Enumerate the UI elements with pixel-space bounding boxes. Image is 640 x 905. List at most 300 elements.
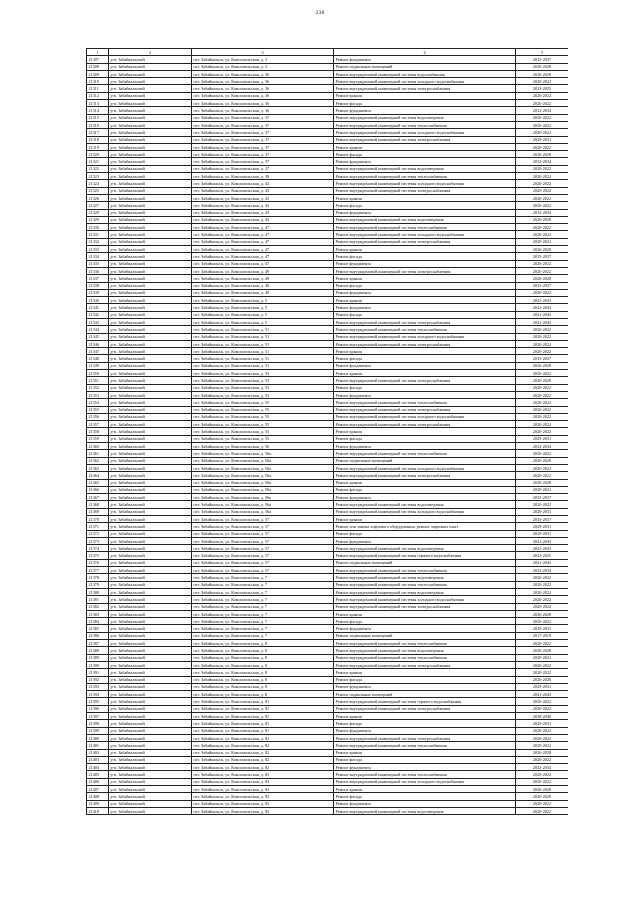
work-type-cell: Ремонт фасада bbox=[334, 486, 516, 493]
locality-cell: р-п. Забайкальский bbox=[109, 443, 192, 450]
period-cell: 2020-2022 bbox=[516, 231, 569, 238]
address-cell: пгт. Забайкальск, ул. Комсомольская, д. 5 bbox=[192, 304, 334, 311]
locality-cell: р-п. Забайкальский bbox=[109, 173, 192, 180]
work-type-cell: Ремонт внутридомовой инженерной системы электроснабжения bbox=[334, 85, 516, 92]
locality-cell: р-п. Забайкальский bbox=[109, 640, 192, 647]
address-cell: пгт. Забайкальск, ул. Комсомольская, д. 83 bbox=[192, 793, 334, 800]
row-number: 21395 bbox=[87, 698, 109, 705]
work-type-cell: Ремонт фундамента bbox=[334, 537, 516, 544]
address-cell: пгт. Забайкальск, ул. Комсомольская, д. 7 bbox=[192, 596, 334, 603]
period-cell: 2032-2034 bbox=[516, 209, 569, 216]
locality-cell: р-п. Забайкальский bbox=[109, 698, 192, 705]
address-cell: пгт. Забайкальск, ул. Комсомольская, д. 81 bbox=[192, 720, 334, 727]
period-cell: 2026-2028 bbox=[516, 676, 569, 683]
address-cell: пгт. Забайкальск, ул. Комсомольская, д. 36 bbox=[192, 92, 334, 99]
locality-cell: р-п. Забайкальский bbox=[109, 260, 192, 267]
work-type-cell: Ремонт внутридомовой инженерной системы электроснабжения bbox=[334, 340, 516, 347]
locality-cell: р-п. Забайкальский bbox=[109, 246, 192, 253]
period-cell: 2041-2043 bbox=[516, 691, 569, 698]
address-cell: пгт. Забайкальск, ул. Комсомольская, д. 3 bbox=[192, 63, 334, 70]
locality-cell: р-п. Забайкальский bbox=[109, 807, 192, 814]
work-type-cell: Ремонт внутридомовой инженерной системы водоснабжения bbox=[334, 70, 516, 77]
table-row bbox=[87, 807, 569, 814]
address-cell: пгт. Забайкальск, ул. Комсомольская, д. 55 bbox=[192, 428, 334, 435]
work-type-cell: Ремонт внутридомовой инженерной системы водоотведения bbox=[334, 647, 516, 654]
table-row bbox=[87, 399, 569, 406]
locality-cell: р-п. Забайкальский bbox=[109, 683, 192, 690]
table-row bbox=[87, 282, 569, 289]
work-type-cell: Ремонт крыши bbox=[334, 194, 516, 201]
work-type-cell: Ремонт фундамента bbox=[334, 209, 516, 216]
work-type-cell: Ремонт внутридомовой инженерной системы холодного водоснабжения bbox=[334, 596, 516, 603]
row-number: 21322 bbox=[87, 165, 109, 172]
row-number: 21397 bbox=[87, 713, 109, 720]
period-cell: 2020-2022 bbox=[516, 114, 569, 121]
locality-cell: р-п. Забайкальский bbox=[109, 632, 192, 639]
table-row bbox=[87, 734, 569, 741]
locality-cell: р-п. Забайкальский bbox=[109, 275, 192, 282]
period-cell: 2029-2031 bbox=[516, 136, 569, 143]
period-cell: 2026-2028 bbox=[516, 647, 569, 654]
column-header-3: 3 bbox=[192, 49, 334, 56]
period-cell: 2029-2031 bbox=[516, 720, 569, 727]
period-cell: 2020-2022 bbox=[516, 464, 569, 471]
table-row bbox=[87, 486, 569, 493]
row-number: 21374 bbox=[87, 545, 109, 552]
period-cell: 2041-2043 bbox=[516, 318, 569, 325]
address-cell: пгт. Забайкальск, ул. Комсомольская, д. 36 bbox=[192, 78, 334, 85]
work-type-cell: Ремонт фундамента bbox=[334, 683, 516, 690]
locality-cell: р-п. Забайкальский bbox=[109, 165, 192, 172]
row-number: 21356 bbox=[87, 413, 109, 420]
locality-cell: р-п. Забайкальский bbox=[109, 523, 192, 530]
row-number: 21375 bbox=[87, 552, 109, 559]
period-cell: 2017-2019 bbox=[516, 632, 569, 639]
address-cell: пгт. Забайкальск, ул. Комсомольская, д. 49 bbox=[192, 282, 334, 289]
page-number: 238 bbox=[315, 10, 325, 16]
locality-cell: р-п. Забайкальский bbox=[109, 771, 192, 778]
work-type-cell: Ремонт внутридомовой инженерной системы электроснабжения bbox=[334, 187, 516, 194]
address-cell: пгт. Забайкальск, ул. Комсомольская, д. 37 bbox=[192, 143, 334, 150]
table-row bbox=[87, 377, 569, 384]
row-number: 21309 bbox=[87, 70, 109, 77]
row-number: 21385 bbox=[87, 625, 109, 632]
locality-cell: р-п. Забайкальский bbox=[109, 713, 192, 720]
row-number: 21365 bbox=[87, 479, 109, 486]
row-number: 21358 bbox=[87, 428, 109, 435]
work-type-cell: Ремонт внутридомовой инженерной системы холодного водоснабжения bbox=[334, 231, 516, 238]
table-row bbox=[87, 559, 569, 566]
locality-cell: р-п. Забайкальский bbox=[109, 574, 192, 581]
row-number: 21377 bbox=[87, 567, 109, 574]
address-cell: пгт. Забайкальск, ул. Комсомольская, д. 81 bbox=[192, 727, 334, 734]
row-number: 21349 bbox=[87, 362, 109, 369]
period-cell: 2026-2028 bbox=[516, 377, 569, 384]
period-cell: 2020-2022 bbox=[516, 603, 569, 610]
row-number: 21390 bbox=[87, 661, 109, 668]
row-number: 21324 bbox=[87, 180, 109, 187]
period-cell: 2020-2022 bbox=[516, 450, 569, 457]
table-row bbox=[87, 640, 569, 647]
work-type-cell: Ремонт подвальных помещений bbox=[334, 691, 516, 698]
table-row bbox=[87, 246, 569, 253]
address-cell: пгт. Забайкальск, ул. Комсомольская, д. 47 bbox=[192, 253, 334, 260]
table-row bbox=[87, 756, 569, 763]
table-row bbox=[87, 603, 569, 610]
period-cell: 2032-2034 bbox=[516, 567, 569, 574]
period-cell: 2041-2043 bbox=[516, 304, 569, 311]
period-cell: 2032-2034 bbox=[516, 107, 569, 114]
locality-cell: р-п. Забайкальский bbox=[109, 669, 192, 676]
address-cell: пгт. Забайкальск, ул. Комсомольская, д. 37 bbox=[192, 165, 334, 172]
row-number: 21338 bbox=[87, 282, 109, 289]
period-cell: 2020-2022 bbox=[516, 289, 569, 296]
row-number: 21363 bbox=[87, 464, 109, 471]
work-type-cell: Ремонт фундамента bbox=[334, 727, 516, 734]
period-cell: 2026-2028 bbox=[516, 479, 569, 486]
period-cell: 2020-2022 bbox=[516, 428, 569, 435]
address-cell: пгт. Забайкальск, ул. Комсомольская, д. 57 bbox=[192, 537, 334, 544]
locality-cell: р-п. Забайкальский bbox=[109, 552, 192, 559]
address-cell: пгт. Забайкальск, ул. Комсомольская, д. 8 bbox=[192, 683, 334, 690]
period-cell: 2041-2043 bbox=[516, 545, 569, 552]
row-number: 21313 bbox=[87, 100, 109, 107]
table-row bbox=[87, 457, 569, 464]
period-cell: 2020-2022 bbox=[516, 771, 569, 778]
period-cell: 2038-2040 bbox=[516, 713, 569, 720]
row-number: 21328 bbox=[87, 209, 109, 216]
row-number: 21401 bbox=[87, 742, 109, 749]
table-row bbox=[87, 348, 569, 355]
period-cell: 2020-2022 bbox=[516, 399, 569, 406]
address-cell: пгт. Забайкальск, ул. Комсомольская, д. 36 bbox=[192, 85, 334, 92]
address-cell: пгт. Забайкальск, ул. Комсомольская, д. 53 bbox=[192, 377, 334, 384]
locality-cell: р-п. Забайкальский bbox=[109, 450, 192, 457]
address-cell: пгт. Забайкальск, ул. Комсомольская, д. 37 bbox=[192, 151, 334, 158]
row-number: 21410 bbox=[87, 807, 109, 814]
locality-cell: р-п. Забайкальский bbox=[109, 494, 192, 501]
work-type-cell: Ремонт внутридомовой инженерной системы теплоснабжения bbox=[334, 654, 516, 661]
locality-cell: р-п. Забайкальский bbox=[109, 202, 192, 209]
table-row bbox=[87, 187, 569, 194]
work-type-cell: Ремонт внутридомовой инженерной системы электроснабжения bbox=[334, 406, 516, 413]
row-number: 21373 bbox=[87, 537, 109, 544]
locality-cell: р-п. Забайкальский bbox=[109, 143, 192, 150]
address-cell: пгт. Забайкальск, ул. Комсомольская, д. 57 bbox=[192, 523, 334, 530]
row-number: 21360 bbox=[87, 443, 109, 450]
work-type-cell: Ремонт внутридомовой инженерной системы электроснабжения bbox=[334, 421, 516, 428]
row-number: 21407 bbox=[87, 785, 109, 792]
locality-cell: р-п. Забайкальский bbox=[109, 545, 192, 552]
row-number: 21344 bbox=[87, 326, 109, 333]
locality-cell: р-п. Забайкальский bbox=[109, 756, 192, 763]
work-type-cell: Ремонт внутридомовой инженерной системы водоотведения bbox=[334, 545, 516, 552]
table-row bbox=[87, 764, 569, 771]
address-cell: пгт. Забайкальск, ул. Комсомольская, д. 3 bbox=[192, 56, 334, 63]
repair-schedule-table bbox=[86, 48, 568, 815]
row-number: 21353 bbox=[87, 391, 109, 398]
locality-cell: р-п. Забайкальский bbox=[109, 428, 192, 435]
table-row bbox=[87, 158, 569, 165]
table-row bbox=[87, 326, 569, 333]
row-number: 21391 bbox=[87, 669, 109, 676]
work-type-cell: Ремонт крыши bbox=[334, 370, 516, 377]
table-row bbox=[87, 406, 569, 413]
address-cell: пгт. Забайкальск, ул. Комсомольская, д. 51 bbox=[192, 355, 334, 362]
locality-cell: р-п. Забайкальский bbox=[109, 63, 192, 70]
table-row bbox=[87, 92, 569, 99]
table-row bbox=[87, 180, 569, 187]
work-type-cell: Ремонт фасада bbox=[334, 282, 516, 289]
work-type-cell: Ремонт крыши bbox=[334, 713, 516, 720]
period-cell: 2020-2022 bbox=[516, 778, 569, 785]
locality-cell: р-п. Забайкальский bbox=[109, 136, 192, 143]
period-cell: 2026-2028 bbox=[516, 216, 569, 223]
table-row bbox=[87, 100, 569, 107]
table-row bbox=[87, 304, 569, 311]
address-cell: пгт. Забайкальск, ул. Комсомольская, д. 55 bbox=[192, 435, 334, 442]
table-row bbox=[87, 333, 569, 340]
row-number: 21376 bbox=[87, 559, 109, 566]
table-row bbox=[87, 231, 569, 238]
address-cell: пгт. Забайкальск, ул. Комсомольская, д. 51 bbox=[192, 326, 334, 333]
table-row bbox=[87, 136, 569, 143]
table-row bbox=[87, 129, 569, 136]
locality-cell: р-п. Забайкальский bbox=[109, 216, 192, 223]
table-row bbox=[87, 209, 569, 216]
locality-cell: р-п. Забайкальский bbox=[109, 304, 192, 311]
locality-cell: р-п. Забайкальский bbox=[109, 311, 192, 318]
table-row bbox=[87, 669, 569, 676]
period-cell: 2026-2028 bbox=[516, 70, 569, 77]
address-cell: пгт. Забайкальск, ул. Комсомольская, д. 57 bbox=[192, 516, 334, 523]
address-cell: пгт. Забайкальск, ул. Комсомольская, д. 47 bbox=[192, 238, 334, 245]
address-cell: пгт. Забайкальск, ул. Комсомольская, д. 8 bbox=[192, 676, 334, 683]
period-cell: 2029-2031 bbox=[516, 625, 569, 632]
address-cell: пгт. Забайкальск, ул. Комсомольская, д. 53 bbox=[192, 370, 334, 377]
locality-cell: р-п. Забайкальский bbox=[109, 764, 192, 771]
row-number: 21315 bbox=[87, 114, 109, 121]
table-row bbox=[87, 537, 569, 544]
address-cell: пгт. Забайкальск, ул. Комсомольская, д. 56а bbox=[192, 508, 334, 515]
locality-cell: р-п. Забайкальский bbox=[109, 691, 192, 698]
table-row bbox=[87, 508, 569, 515]
work-type-cell: Ремонт фундамента bbox=[334, 158, 516, 165]
table-row bbox=[87, 70, 569, 77]
locality-cell: р-п. Забайкальский bbox=[109, 355, 192, 362]
work-type-cell: Ремонт фасада bbox=[334, 618, 516, 625]
period-cell: 2041-2043 bbox=[516, 311, 569, 318]
address-cell: пгт. Забайкальск, ул. Комсомольская, д. 57 bbox=[192, 552, 334, 559]
row-number: 21357 bbox=[87, 421, 109, 428]
period-cell: 2041-2043 bbox=[516, 297, 569, 304]
locality-cell: р-п. Забайкальский bbox=[109, 742, 192, 749]
table-row bbox=[87, 610, 569, 617]
table-row bbox=[87, 413, 569, 420]
period-cell: 2020-2022 bbox=[516, 180, 569, 187]
address-cell: пгт. Забайкальск, ул. Комсомольская, д. 51 bbox=[192, 348, 334, 355]
column-header-5: 5 bbox=[516, 49, 569, 56]
locality-cell: р-п. Забайкальский bbox=[109, 793, 192, 800]
period-cell: 2020-2022 bbox=[516, 391, 569, 398]
work-type-cell: Ремонт фасада bbox=[334, 100, 516, 107]
period-cell: 2020-2022 bbox=[516, 100, 569, 107]
period-cell: 2026-2028 bbox=[516, 610, 569, 617]
table-row bbox=[87, 384, 569, 391]
work-type-cell: Ремонт крыши bbox=[334, 610, 516, 617]
table-row bbox=[87, 494, 569, 501]
address-cell: пгт. Забайкальск, ул. Комсомольская, д. 53 bbox=[192, 384, 334, 391]
row-number: 21388 bbox=[87, 647, 109, 654]
table-row bbox=[87, 85, 569, 92]
work-type-cell: Ремонт внутридомовой инженерной системы водоотведения bbox=[334, 114, 516, 121]
locality-cell: р-п. Забайкальский bbox=[109, 472, 192, 479]
period-cell: 2020-2022 bbox=[516, 618, 569, 625]
period-cell: 2020-2022 bbox=[516, 472, 569, 479]
table-row bbox=[87, 749, 569, 756]
address-cell: пгт. Забайкальск, ул. Комсомольская, д. 82 bbox=[192, 734, 334, 741]
row-number: 21372 bbox=[87, 530, 109, 537]
address-cell: пгт. Забайкальск, ул. Комсомольская, д. 83 bbox=[192, 771, 334, 778]
address-cell: пгт. Забайкальск, ул. Комсомольская, д. 36 bbox=[192, 100, 334, 107]
period-cell: 2035-2037 bbox=[516, 56, 569, 63]
address-cell: пгт. Забайкальск, ул. Комсомольская, д. 83 bbox=[192, 807, 334, 814]
work-type-cell: Ремонт внутридомовой инженерной системы электроснабжения bbox=[334, 377, 516, 384]
work-type-cell: Ремонт внутридомовой инженерной системы электроснабжения bbox=[334, 136, 516, 143]
address-cell: пгт. Забайкальск, ул. Комсомольская, д. 56а bbox=[192, 494, 334, 501]
table-row bbox=[87, 574, 569, 581]
period-cell: 2020-2022 bbox=[516, 669, 569, 676]
address-cell: пгт. Забайкальск, ул. Комсомольская, д. 5 bbox=[192, 311, 334, 318]
work-type-cell: Ремонт внутридомовой инженерной системы водоотведения bbox=[334, 574, 516, 581]
locality-cell: р-п. Забайкальский bbox=[109, 720, 192, 727]
period-cell: 2020-2022 bbox=[516, 384, 569, 391]
table-row bbox=[87, 479, 569, 486]
work-type-cell: Ремонт внутридомовой инженерной системы теплоснабжения bbox=[334, 742, 516, 749]
table-row bbox=[87, 340, 569, 347]
locality-cell: р-п. Забайкальский bbox=[109, 603, 192, 610]
table-row bbox=[87, 253, 569, 260]
work-type-cell: Ремонт или замена лифтового оборудования, ремонт лифтовых шахт bbox=[334, 523, 516, 530]
work-type-cell: Ремонт фундамента bbox=[334, 107, 516, 114]
row-number: 21394 bbox=[87, 691, 109, 698]
period-cell: 2026-2028 bbox=[516, 275, 569, 282]
row-number: 21359 bbox=[87, 435, 109, 442]
address-cell: пгт. Забайкальск, ул. Комсомольская, д. 7 bbox=[192, 625, 334, 632]
table-row bbox=[87, 661, 569, 668]
table-row bbox=[87, 224, 569, 231]
locality-cell: р-п. Забайкальский bbox=[109, 78, 192, 85]
work-type-cell: Ремонт фасада bbox=[334, 720, 516, 727]
row-number: 21368 bbox=[87, 501, 109, 508]
period-cell: 2020-2022 bbox=[516, 421, 569, 428]
work-type-cell: Ремонт внутридомовой инженерной системы холодного водоснабжения bbox=[334, 508, 516, 515]
address-cell: пгт. Забайкальск, ул. Комсомольская, д. 37 bbox=[192, 114, 334, 121]
locality-cell: р-п. Забайкальский bbox=[109, 326, 192, 333]
address-cell: пгт. Забайкальск, ул. Комсомольская, д. 57 bbox=[192, 567, 334, 574]
locality-cell: р-п. Забайкальский bbox=[109, 705, 192, 712]
table-row bbox=[87, 260, 569, 267]
table-row bbox=[87, 107, 569, 114]
locality-cell: р-п. Забайкальский bbox=[109, 297, 192, 304]
work-type-cell: Ремонт фундамента bbox=[334, 800, 516, 807]
period-cell: 2026-2028 bbox=[516, 63, 569, 70]
locality-cell: р-п. Забайкальский bbox=[109, 362, 192, 369]
locality-cell: р-п. Забайкальский bbox=[109, 100, 192, 107]
table-row bbox=[87, 143, 569, 150]
locality-cell: р-п. Забайкальский bbox=[109, 92, 192, 99]
table-row bbox=[87, 705, 569, 712]
table-row bbox=[87, 683, 569, 690]
locality-cell: р-п. Забайкальский bbox=[109, 187, 192, 194]
table-row bbox=[87, 464, 569, 471]
address-cell: пгт. Забайкальск, ул. Комсомольская, д. 8 bbox=[192, 654, 334, 661]
table-row bbox=[87, 391, 569, 398]
period-cell: 2035-2037 bbox=[516, 355, 569, 362]
column-header-4: 4 bbox=[334, 49, 516, 56]
work-type-cell: Ремонт внутридомовой инженерной системы теплоснабжения bbox=[334, 224, 516, 231]
locality-cell: р-п. Забайкальский bbox=[109, 267, 192, 274]
address-cell: пгт. Забайкальск, ул. Комсомольская, д. 56а bbox=[192, 457, 334, 464]
row-number: 21326 bbox=[87, 194, 109, 201]
table-row bbox=[87, 793, 569, 800]
work-type-cell: Ремонт фундамента bbox=[334, 304, 516, 311]
header-row bbox=[87, 49, 569, 56]
period-cell: 2020-2022 bbox=[516, 267, 569, 274]
address-cell: пгт. Забайкальск, ул. Комсомольская, д. 47 bbox=[192, 260, 334, 267]
work-type-cell: Ремонт крыши bbox=[334, 348, 516, 355]
locality-cell: р-п. Забайкальский bbox=[109, 158, 192, 165]
period-cell: 2020-2022 bbox=[516, 705, 569, 712]
work-type-cell: Ремонт внутридомовой инженерной системы теплоснабжения bbox=[334, 121, 516, 128]
work-type-cell: Ремонт внутридомовой инженерной системы теплоснабжения bbox=[334, 567, 516, 574]
address-cell: пгт. Забайкальск, ул. Комсомольская, д. 7 bbox=[192, 603, 334, 610]
work-type-cell: Ремонт крыши bbox=[334, 669, 516, 676]
address-cell: пгт. Забайкальск, ул. Комсомольская, д. 7 bbox=[192, 581, 334, 588]
work-type-cell: Ремонт внутридомовой инженерной системы теплоснабжения bbox=[334, 399, 516, 406]
table-row bbox=[87, 151, 569, 158]
period-cell: 2023-2025 bbox=[516, 552, 569, 559]
row-number: 21329 bbox=[87, 216, 109, 223]
period-cell: 2023-2025 bbox=[516, 85, 569, 92]
address-cell: пгт. Забайкальск, ул. Комсомольская, д. 37 bbox=[192, 158, 334, 165]
row-number: 21366 bbox=[87, 486, 109, 493]
period-cell: 2029-2031 bbox=[516, 530, 569, 537]
address-cell: пгт. Забайкальск, ул. Комсомольская, д. 82 bbox=[192, 764, 334, 771]
address-cell: пгт. Забайкальск, ул. Комсомольская, д. 55 bbox=[192, 399, 334, 406]
address-cell: пгт. Забайкальск, ул. Комсомольская, д. 57 bbox=[192, 559, 334, 566]
address-cell: пгт. Забайкальск, ул. Комсомольская, д. 38 bbox=[192, 173, 334, 180]
locality-cell: р-п. Забайкальский bbox=[109, 778, 192, 785]
period-cell: 2020-2022 bbox=[516, 596, 569, 603]
table-row bbox=[87, 501, 569, 508]
locality-cell: р-п. Забайкальский bbox=[109, 676, 192, 683]
period-cell: 2020-2022 bbox=[516, 574, 569, 581]
work-type-cell: Ремонт крыши bbox=[334, 749, 516, 756]
period-cell: 2020-2022 bbox=[516, 78, 569, 85]
row-number: 21308 bbox=[87, 63, 109, 70]
row-number: 21399 bbox=[87, 727, 109, 734]
row-number: 21339 bbox=[87, 289, 109, 296]
locality-cell: р-п. Забайкальский bbox=[109, 625, 192, 632]
work-type-cell: Ремонт фасада bbox=[334, 435, 516, 442]
period-cell: 2026-2028 bbox=[516, 785, 569, 792]
work-type-cell: Ремонт внутридомовой инженерной системы холодного водоснабжения bbox=[334, 78, 516, 85]
work-type-cell: Ремонт подвальных помещений bbox=[334, 457, 516, 464]
work-type-cell: Ремонт фундамента bbox=[334, 625, 516, 632]
period-cell: 2020-2022 bbox=[516, 224, 569, 231]
work-type-cell: Ремонт крыши bbox=[334, 516, 516, 523]
